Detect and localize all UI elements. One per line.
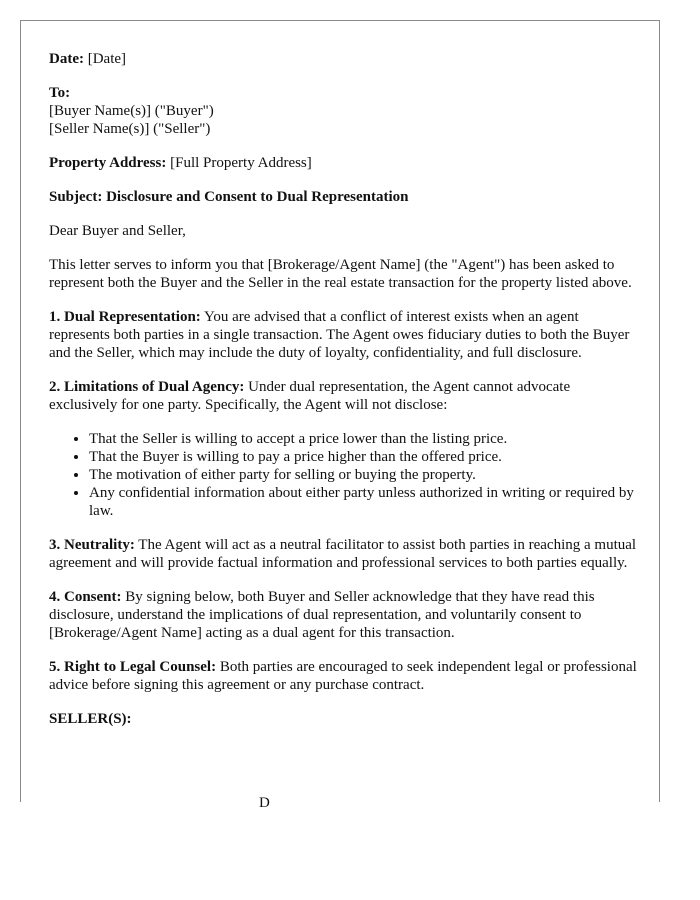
recipients-block (49, 84, 639, 138)
date-line (49, 50, 639, 68)
section-text: By signing below, both Buyer and Seller acknowledge that they have read this disclosure, understand the implications of dual representation, and voluntarily consent to [Brokerage/Agent Name] acting as a dual agent for this transaction. (49, 589, 595, 641)
property-label: Property Address: (49, 155, 167, 171)
property-line (49, 154, 639, 172)
list-item: • The motivation of either party for selling or buying the property. (89, 466, 639, 484)
section-text: The Agent will act as a neutral facilitator to assist both parties in reaching a mutual agreement and will provide factual information and professional services to both parties equally. (49, 537, 637, 571)
section-text: You are advised that a conflict of interest exists when an agent represents both parties in a single transaction. The Agent owes fiduciary duties to both the Buyer and the Seller, which may include the duty of loyalty, confidentiality, and full disclosure. (49, 309, 630, 361)
subject-text: Subject: Disclosure and Consent to Dual Representation (49, 189, 409, 205)
section-consent (49, 588, 639, 642)
section-heading: 1. Dual Representation: (49, 309, 201, 325)
seller-signature-heading (49, 710, 639, 728)
intro-paragraph: This letter serves to inform you that [Brokerage/Agent Name] (the "Agent") has been asked to represent both the Buyer and the Seller in the real estate transaction for the property listed above. (49, 257, 632, 291)
section-dual-representation (49, 308, 639, 362)
list-item: • That the Buyer is willing to pay a price higher than the offered price. (89, 448, 639, 466)
letter-page (20, 20, 660, 811)
section-heading: 4. Consent: (49, 589, 122, 605)
buyer-recipient: [Buyer Name(s)] ("Buyer") (49, 103, 214, 119)
letter-body (49, 50, 639, 744)
section-heading: 3. Neutrality: (49, 537, 135, 553)
section-text: Under dual representation, the Agent cannot advocate exclusively for one party. Specifically, the Agent will not disclose: (49, 379, 571, 413)
list-item: • That the Seller is willing to accept a price lower than the listing price. (89, 430, 639, 448)
section-neutrality (49, 536, 639, 572)
section-heading: 2. Limitations of Dual Agency: (49, 379, 245, 395)
section-legal-counsel (49, 658, 639, 694)
limitations-list (49, 430, 639, 520)
greeting: Dear Buyer and Seller, (49, 223, 186, 239)
section-limitations (49, 378, 639, 414)
clipped-signature-text: D (259, 795, 270, 811)
seller-recipient: [Seller Name(s)] ("Seller") (49, 121, 211, 137)
date-value: [Date] (87, 51, 127, 67)
seller-heading: SELLER(S): (49, 711, 132, 727)
property-value: [Full Property Address] (170, 155, 312, 171)
section-text: Both parties are encouraged to seek independent legal or professional advice before signing this agreement or any purchase contract. (49, 659, 637, 693)
subject-line (49, 188, 639, 206)
date-label: Date: (49, 51, 84, 67)
to-label: To: (49, 85, 71, 101)
list-item: • Any confidential information about either party unless authorized in writing or required by law. (89, 484, 639, 520)
section-heading: 5. Right to Legal Counsel: (49, 659, 217, 675)
